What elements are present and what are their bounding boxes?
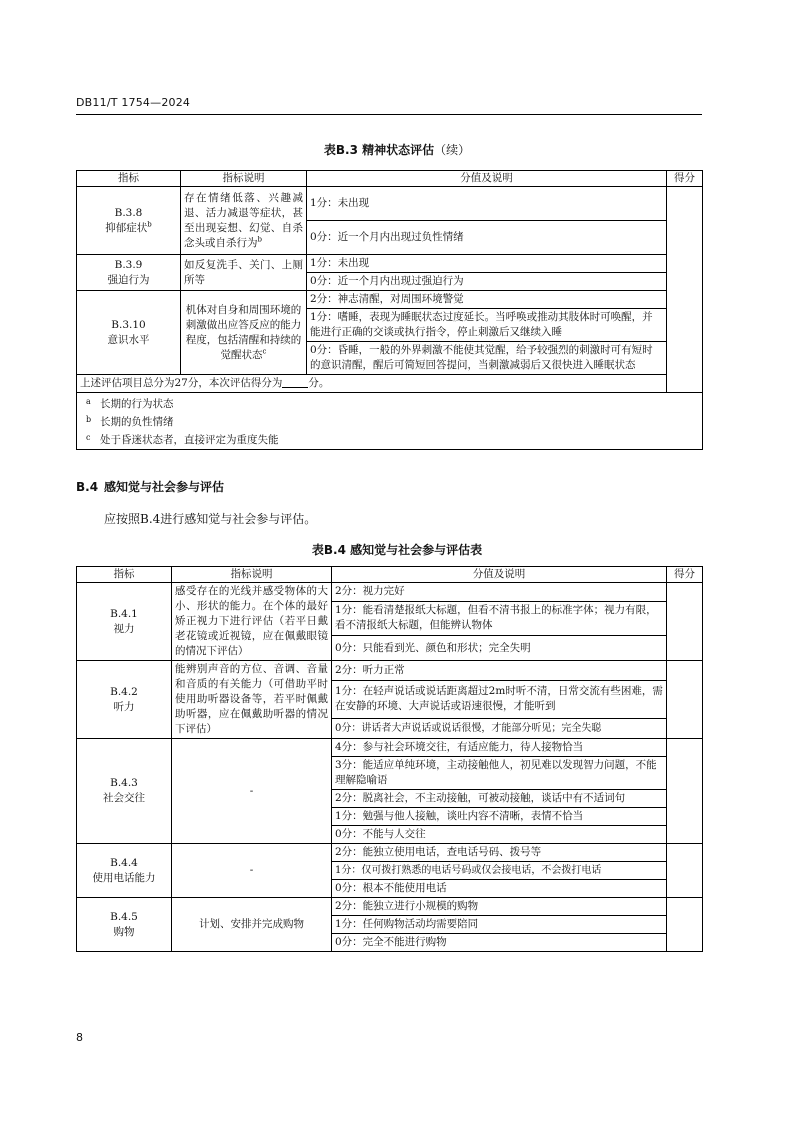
section-paragraph: 应按照B.4进行感知觉与社会参与评估。 <box>104 512 317 526</box>
table-b3-caption-cont: （续） <box>434 143 471 157</box>
header-description: 指标说明 <box>172 567 332 583</box>
table-b3-caption <box>0 141 794 158</box>
score-option: 0分：不能与人交往 <box>332 826 667 844</box>
header-rule <box>76 114 702 115</box>
indicator-description: 感受存在的光线并感受物体的大小、形状的能力。在个体的最好矫正视力下进行评估（若平日戴老花镜或近视镜，应在佩戴眼镜的情况下评估） <box>172 583 332 661</box>
indicator-name: 使用电话能力 <box>92 871 156 884</box>
table-row <box>77 844 703 862</box>
header-indicator: 指标 <box>77 567 172 583</box>
score-option: 2分：脱离社会，不主动接触，可被动接触，谈话中有不适词句 <box>332 790 667 808</box>
description-cell <box>181 291 307 375</box>
score-option: 1分：未出现 <box>307 187 667 221</box>
indicator-cell <box>77 898 172 952</box>
score-option: 0分：完全不能进行购物 <box>332 934 667 952</box>
score-option: 0分：讲话者大声说话或说话很慢，才能部分听见；完全失聪 <box>332 718 667 738</box>
indicator-name: 听力 <box>113 700 135 713</box>
score-option: 2分：能独立使用电话，查电话号码、拨号等 <box>332 844 667 862</box>
section-heading <box>76 478 224 495</box>
score-option: 0分：根本不能使用电话 <box>332 880 667 898</box>
header-result: 得分 <box>667 171 703 187</box>
section-number: B.4 <box>76 480 99 494</box>
score-option: 0分：近一个月内出现过强迫行为 <box>307 273 667 291</box>
indicator-name: 视力 <box>113 622 135 635</box>
indicator-cell <box>77 844 172 898</box>
indicator-name: 购物 <box>113 925 135 938</box>
indicator-code: B.3.8 <box>114 206 143 219</box>
result-cell[interactable] <box>667 844 703 898</box>
score-option: 4分：参与社会环境交往，有适应能力，待人接物恰当 <box>332 739 667 757</box>
header-result: 得分 <box>667 567 703 583</box>
total-row <box>77 375 703 393</box>
indicator-code: B.4.3 <box>110 777 138 789</box>
score-option: 1分：在轻声说话或说话距离超过2m时听不清，日常交流有些困难，需在安静的环境、大声说话或语速很慢，才能听到 <box>332 681 667 718</box>
indicator-description: 如反复洗手、关门、上厕所等 <box>181 255 307 291</box>
indicator-name: 强迫行为 <box>107 273 150 286</box>
table-row <box>77 583 703 602</box>
result-cell[interactable] <box>667 583 703 661</box>
indicator-name: 意识水平 <box>107 333 150 346</box>
table-header-row <box>77 171 703 187</box>
result-cell[interactable] <box>667 187 703 393</box>
score-option: 2分：能独立进行小规模的购物 <box>332 898 667 916</box>
table-b3 <box>76 170 703 450</box>
table-row <box>77 255 703 273</box>
footnote-c: c 处于昏迷状态者，直接评定为重度失能 <box>86 433 279 446</box>
footnote-b: b 长期的负性情绪 <box>86 415 174 428</box>
footnote-row <box>77 393 703 450</box>
table-row <box>77 291 703 309</box>
score-blank[interactable] <box>282 376 308 388</box>
description-cell <box>181 187 307 255</box>
result-cell[interactable] <box>667 739 703 844</box>
indicator-name: 抑郁症状 <box>105 221 148 234</box>
table-row <box>77 898 703 916</box>
table-header-row <box>77 567 703 583</box>
score-option: 0分：只能看到光、颜色和形状；完全失明 <box>332 636 667 661</box>
score-option: 2分：视力完好 <box>332 583 667 602</box>
indicator-code: B.4.4 <box>110 856 138 869</box>
score-option: 1分：未出现 <box>307 255 667 273</box>
footnote-ref: c <box>262 347 267 355</box>
table-row <box>77 661 703 681</box>
header-indicator: 指标 <box>77 171 181 187</box>
indicator-description: 机体对自身和周围环境的刺激做出应答反应的能力程度，包括清醒和持续的觉醒状态 <box>185 303 302 361</box>
indicator-cell <box>77 187 181 255</box>
score-option: 1分：能看清楚报纸大标题，但看不清书报上的标准字体；视力有限，看不清报纸大标题，但能辨认物体 <box>332 601 667 635</box>
table-b4-caption: 表B.4 感知觉与社会参与评估表 <box>311 543 483 557</box>
page-number: 8 <box>76 1031 83 1044</box>
indicator-description: 计划、安排并完成购物 <box>172 898 332 952</box>
result-cell[interactable] <box>667 661 703 739</box>
indicator-description: 能辨别声音的方位、音调、音量和音质的有关能力（可借助平时使用助听器设备等，若平时佩戴助听器，应在佩戴助听器的情况下评估） <box>172 661 332 739</box>
total-cell <box>77 375 667 393</box>
score-option: 1分：嗜睡，表现为睡眠状态过度延长。当呼唤或推动其肢体时可唤醒，并能进行正确的交谈或执行指令，停止刺激后又继续入睡 <box>307 309 667 342</box>
score-option: 1分：仅可拨打熟悉的电话号码或仅会接电话，不会拨打电话 <box>332 862 667 880</box>
score-option: 2分：听力正常 <box>332 661 667 681</box>
indicator-description: - <box>172 739 332 844</box>
indicator-cell <box>77 661 172 739</box>
indicator-code: B.4.1 <box>110 607 138 620</box>
score-option: 1分：任何购物活动均需要陪同 <box>332 916 667 934</box>
footnote-a: a 长期的行为状态 <box>86 397 174 410</box>
indicator-cell <box>77 255 181 291</box>
document-code: DB11/T 1754—2024 <box>76 96 191 109</box>
table-b3-caption-text: 表B.3 精神状态评估 <box>323 143 435 157</box>
indicator-description: 存在情绪低落、兴趣减退、活力减退等症状，甚至出现妄想、幻觉、自杀念头或自杀行为 <box>184 191 303 249</box>
total-suffix: 分。 <box>308 377 330 389</box>
indicator-code: B.3.9 <box>114 258 143 271</box>
header-scores: 分值及说明 <box>332 567 667 583</box>
total-text: 上述评估项目总分为27分，本次评估得分为 <box>80 377 283 389</box>
indicator-code: B.4.5 <box>110 910 138 923</box>
footnote-ref: b <box>257 235 262 243</box>
score-option: 0分：近一个月内出现过负性情绪 <box>307 221 667 255</box>
indicator-code: B.4.2 <box>110 685 138 698</box>
indicator-cell <box>77 583 172 661</box>
score-option: 2分：神志清醒，对周围环境警觉 <box>307 291 667 309</box>
indicator-cell <box>77 291 181 375</box>
table-b4 <box>76 566 703 952</box>
footnotes-cell <box>77 393 703 450</box>
indicator-cell <box>77 739 172 844</box>
indicator-code: B.3.10 <box>111 318 146 331</box>
table-row <box>77 187 703 221</box>
header-description: 指标说明 <box>181 171 307 187</box>
header-scores: 分值及说明 <box>307 171 667 187</box>
score-option: 1分：勉强与他人接触，谈吐内容不清晰，表情不恰当 <box>332 808 667 826</box>
footnote-ref: b <box>147 220 152 228</box>
score-option: 0分：昏睡，一般的外界刺激不能使其觉醒，给予较强烈的刺激时可有短时的意识清醒，醒后可简短回答提问，当刺激减弱后又很快进入睡眠状态 <box>307 342 667 375</box>
section-title: 感知觉与社会参与评估 <box>104 480 225 494</box>
result-cell[interactable] <box>667 898 703 952</box>
indicator-name: 社会交往 <box>103 792 145 804</box>
score-option: 3分：能适应单纯环境，主动接触他人，初见难以发现智力问题，不能理解隐喻语 <box>332 757 667 790</box>
indicator-description: - <box>172 844 332 898</box>
table-row <box>77 739 703 757</box>
